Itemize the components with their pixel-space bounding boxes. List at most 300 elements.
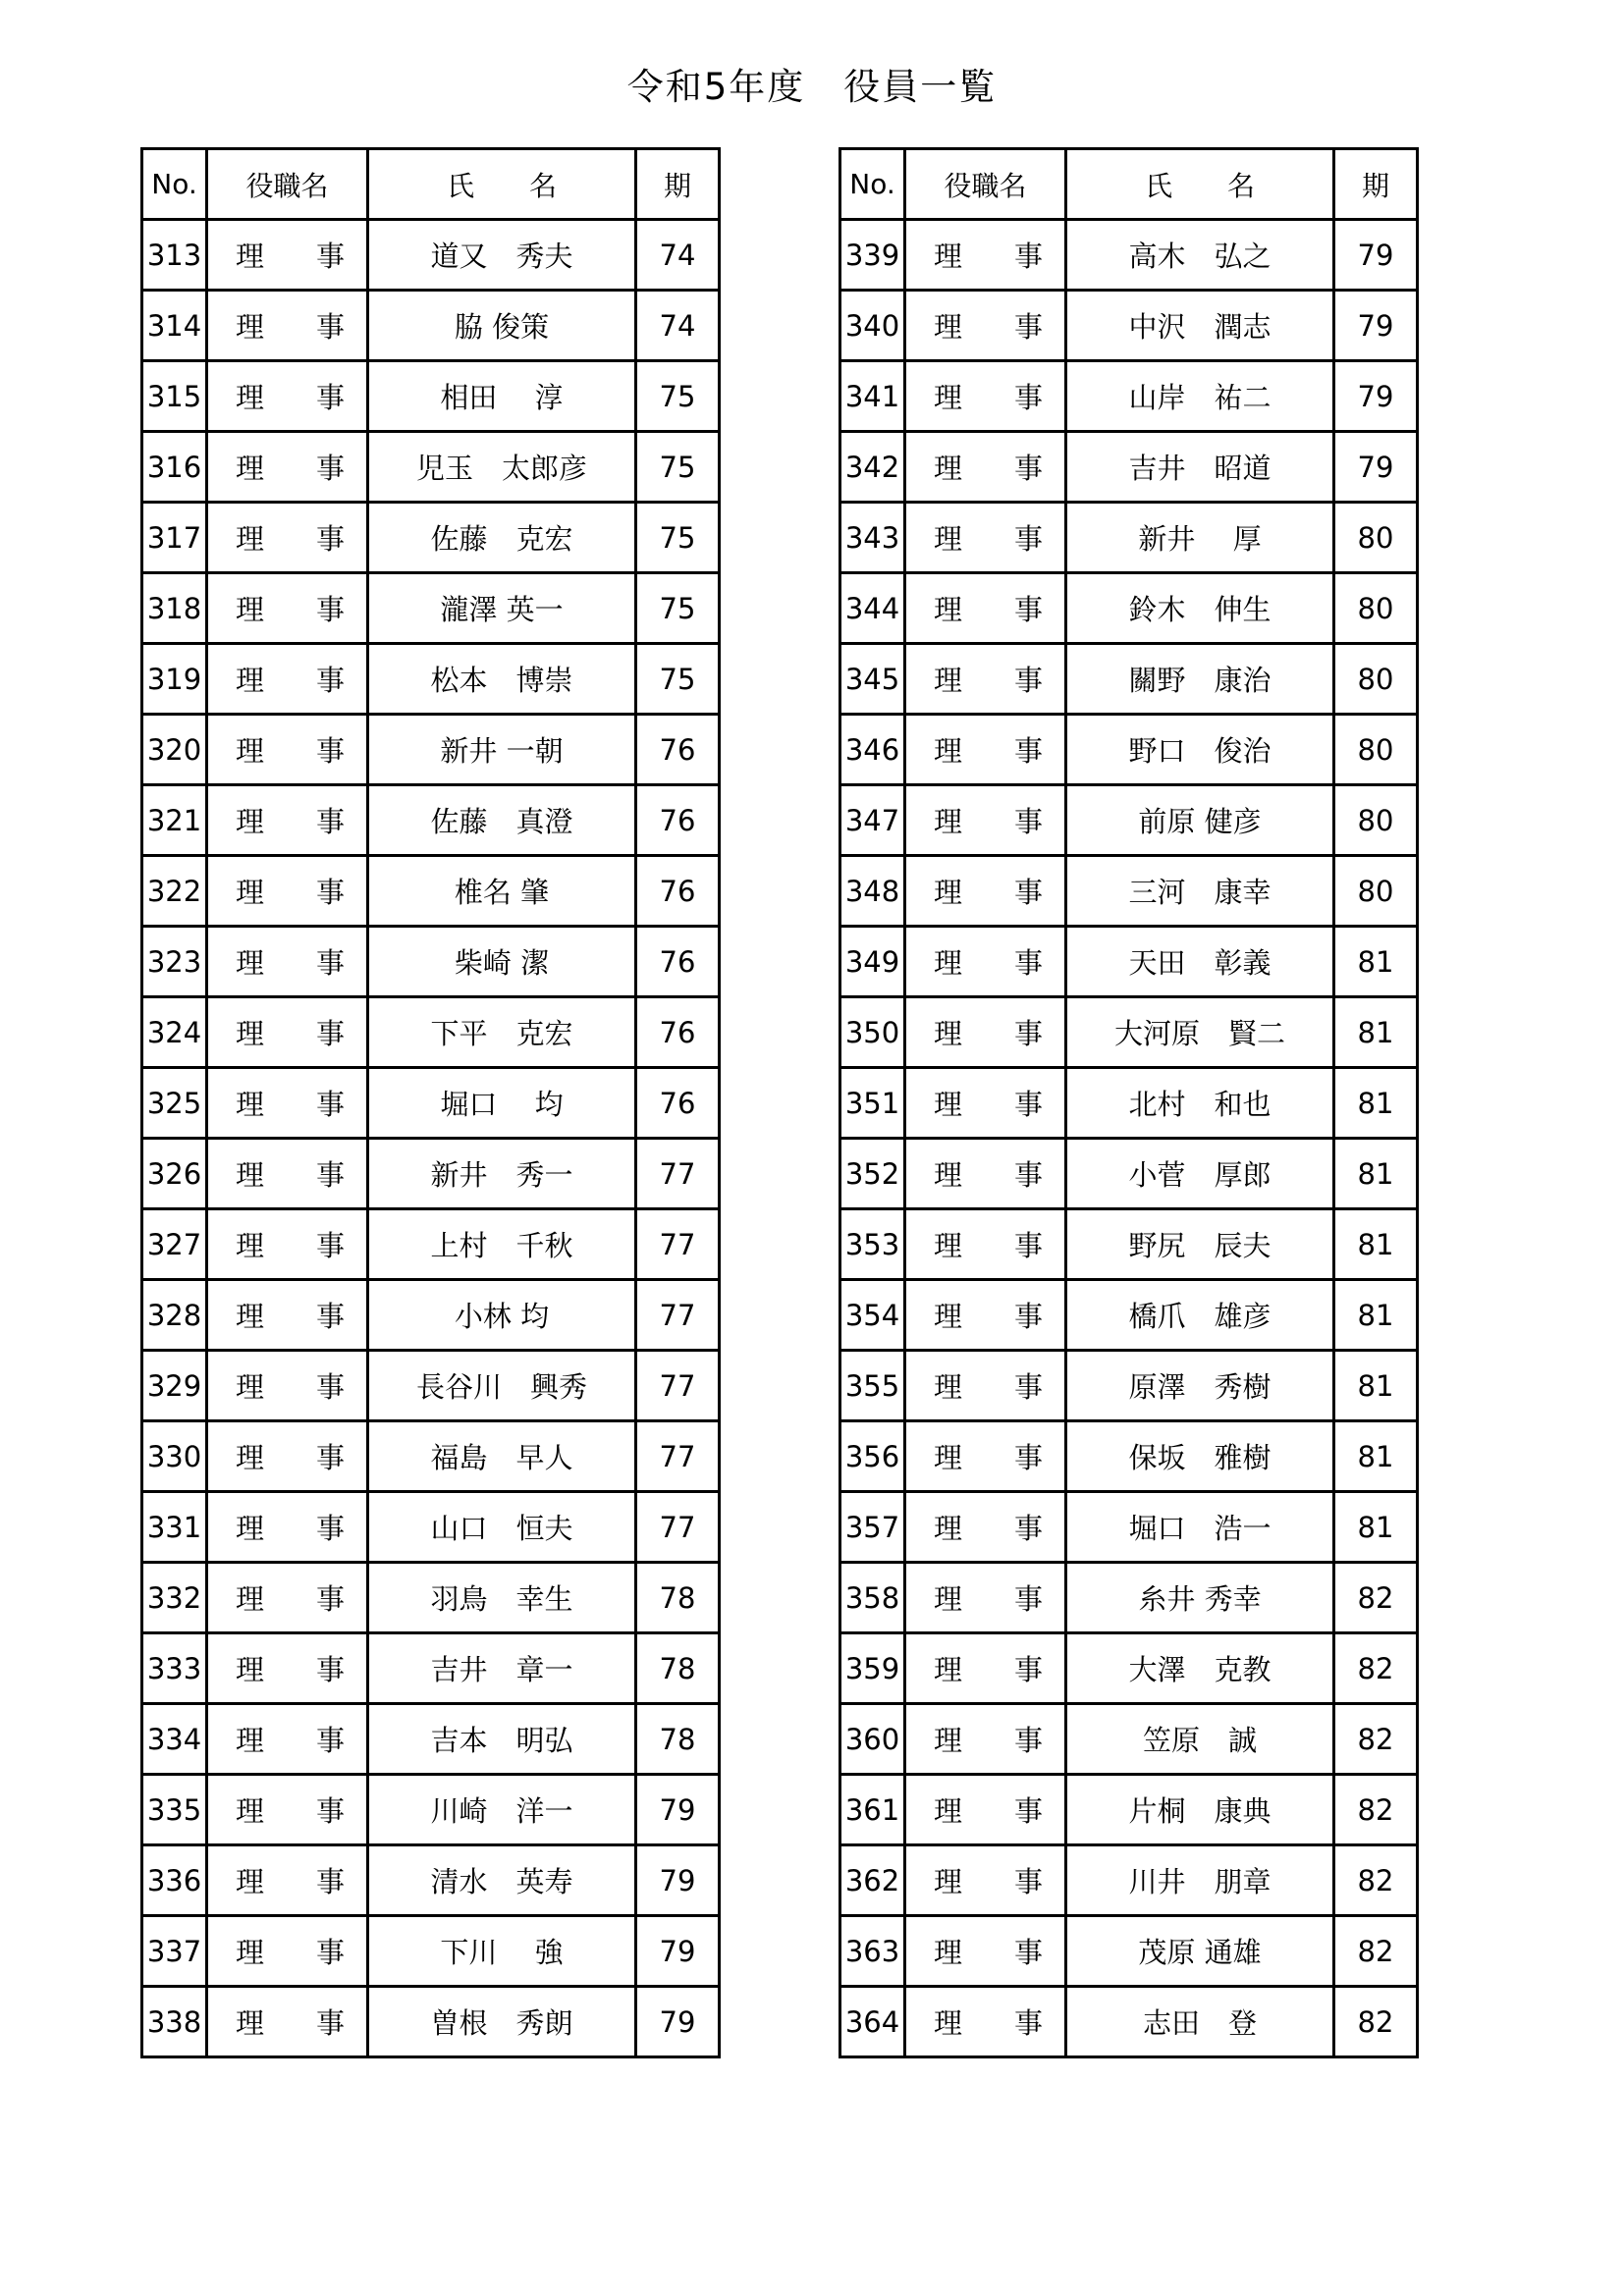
cell-name: 天田 彰義: [1066, 927, 1334, 997]
cell-no: 349: [840, 927, 905, 997]
roster-table-left: [140, 147, 721, 2058]
table-row: [840, 1492, 1418, 1563]
role-char: 理: [934, 522, 963, 556]
table-row: [840, 997, 1418, 1068]
table-row: [840, 1845, 1418, 1916]
role-char: 事: [1013, 1017, 1043, 1050]
role-char: 事: [315, 946, 345, 980]
cell-term: 79: [636, 1775, 720, 1845]
role-char: 事: [315, 522, 345, 556]
cell-name: 山岸 祐二: [1066, 361, 1334, 432]
role-label: [208, 588, 366, 628]
role-char: 理: [934, 1088, 963, 1121]
cell-name: 長谷川 興秀: [368, 1351, 636, 1421]
table-row: [840, 1633, 1418, 1704]
role-char: 理: [236, 876, 265, 909]
cell-term: 77: [636, 1209, 720, 1280]
table-row: [142, 715, 720, 785]
cell-term: 80: [1334, 715, 1418, 785]
cell-role: [905, 1704, 1066, 1775]
cell-name: 志田 登: [1066, 1987, 1334, 2057]
table-row: [840, 1704, 1418, 1775]
cell-term: 81: [1334, 1351, 1418, 1421]
cell-term: 75: [636, 432, 720, 503]
cell-role: [905, 503, 1066, 573]
cell-role: [207, 361, 368, 432]
role-label: [906, 1719, 1064, 1759]
cell-no: 352: [840, 1139, 905, 1209]
cell-term: 79: [636, 1987, 720, 2057]
cell-name: 曽根 秀朗: [368, 1987, 636, 2057]
cell-name: 小林 均: [368, 1280, 636, 1351]
role-char: 事: [1013, 1512, 1043, 1545]
cell-name: 羽鳥 幸生: [368, 1563, 636, 1633]
cell-role: [905, 785, 1066, 856]
cell-no: 347: [840, 785, 905, 856]
cell-no: 320: [142, 715, 207, 785]
cell-term: 82: [1334, 1633, 1418, 1704]
table-row: [142, 432, 720, 503]
role-char: 理: [934, 876, 963, 909]
cell-role: [905, 432, 1066, 503]
role-char: 理: [934, 1370, 963, 1404]
role-char: 理: [934, 805, 963, 838]
cell-term: 75: [636, 644, 720, 715]
cell-no: 339: [840, 220, 905, 291]
cell-no: 332: [142, 1563, 207, 1633]
cell-role: [207, 1916, 368, 1987]
role-char: 事: [315, 1229, 345, 1262]
cell-no: 348: [840, 856, 905, 927]
cell-term: 76: [636, 997, 720, 1068]
role-label: [906, 1012, 1064, 1052]
table-row: [840, 220, 1418, 291]
cell-term: 77: [636, 1280, 720, 1351]
table-row: [142, 573, 720, 644]
cell-term: 81: [1334, 1280, 1418, 1351]
cell-name: 原澤 秀樹: [1066, 1351, 1334, 1421]
cell-name: 橋爪 雄彦: [1066, 1280, 1334, 1351]
role-label: [208, 1153, 366, 1194]
cell-term: 82: [1334, 1775, 1418, 1845]
cell-name: 椎名 肇: [368, 856, 636, 927]
table-row: [142, 997, 720, 1068]
table-row: [840, 856, 1418, 927]
cell-no: 336: [142, 1845, 207, 1916]
cell-name: 佐藤 真澄: [368, 785, 636, 856]
cell-role: [905, 1139, 1066, 1209]
table-row: [840, 573, 1418, 644]
role-label: [906, 941, 1064, 982]
cell-role: [905, 1280, 1066, 1351]
role-label: [906, 2002, 1064, 2042]
cell-name: 山口 恒夫: [368, 1492, 636, 1563]
cell-role: [207, 1068, 368, 1139]
cell-name: 堀口 均: [368, 1068, 636, 1139]
table-row: [142, 1563, 720, 1633]
role-char: 理: [934, 1512, 963, 1545]
cell-name: 吉井 昭道: [1066, 432, 1334, 503]
cell-role: [207, 785, 368, 856]
role-char: 事: [1013, 240, 1043, 273]
role-char: 事: [1013, 805, 1043, 838]
table-row: [142, 856, 720, 927]
cell-term: 78: [636, 1633, 720, 1704]
cell-term: 77: [636, 1421, 720, 1492]
role-char: 事: [1013, 522, 1043, 556]
role-char: 理: [236, 1441, 265, 1474]
role-char: 理: [236, 1512, 265, 1545]
role-char: 事: [1013, 1158, 1043, 1192]
role-char: 事: [1013, 876, 1043, 909]
role-label: [906, 1507, 1064, 1547]
cell-no: 343: [840, 503, 905, 573]
cell-role: [905, 644, 1066, 715]
role-char: 理: [934, 1300, 963, 1333]
cell-term: 78: [636, 1704, 720, 1775]
cell-no: 340: [840, 291, 905, 361]
role-char: 理: [934, 593, 963, 626]
cell-no: 364: [840, 1987, 905, 2057]
role-char: 事: [315, 1724, 345, 1757]
table-row: [142, 1139, 720, 1209]
cell-role: [905, 1563, 1066, 1633]
cell-term: 79: [1334, 291, 1418, 361]
table-row: [142, 1209, 720, 1280]
table-row: [840, 1351, 1418, 1421]
role-label: [906, 1224, 1064, 1264]
cell-no: 324: [142, 997, 207, 1068]
role-label: [906, 447, 1064, 487]
cell-no: 322: [142, 856, 207, 927]
role-label: [208, 1083, 366, 1123]
role-char: 事: [315, 1512, 345, 1545]
table-row: [840, 644, 1418, 715]
cell-role: [905, 220, 1066, 291]
table-row: [840, 715, 1418, 785]
role-label: [208, 447, 366, 487]
cell-role: [207, 1139, 368, 1209]
cell-term: 78: [636, 1563, 720, 1633]
cell-no: 318: [142, 573, 207, 644]
role-char: 理: [934, 1865, 963, 1898]
role-label: [208, 235, 366, 275]
table-row: [840, 1280, 1418, 1351]
role-label: [906, 659, 1064, 699]
cell-no: 319: [142, 644, 207, 715]
role-char: 事: [315, 310, 345, 344]
cell-no: 315: [142, 361, 207, 432]
role-char: 理: [236, 1653, 265, 1686]
role-char: 理: [934, 452, 963, 485]
cell-no: 330: [142, 1421, 207, 1492]
cell-no: 329: [142, 1351, 207, 1421]
cell-term: 82: [1334, 1704, 1418, 1775]
table-row: [142, 1280, 720, 1351]
cell-no: 323: [142, 927, 207, 997]
cell-role: [905, 1068, 1066, 1139]
cell-name: 瀧澤 英一: [368, 573, 636, 644]
role-char: 事: [1013, 1088, 1043, 1121]
cell-name: 吉井 章一: [368, 1633, 636, 1704]
cell-name: 野口 俊治: [1066, 715, 1334, 785]
cell-name: 上村 千秋: [368, 1209, 636, 1280]
cell-no: 335: [142, 1775, 207, 1845]
table-row: [142, 291, 720, 361]
cell-term: 82: [1334, 1563, 1418, 1633]
cell-name: 鈴木 伸生: [1066, 573, 1334, 644]
cell-term: 74: [636, 291, 720, 361]
role-char: 理: [934, 240, 963, 273]
role-char: 理: [236, 734, 265, 768]
cell-term: 76: [636, 927, 720, 997]
cell-term: 81: [1334, 1492, 1418, 1563]
cell-term: 81: [1334, 1421, 1418, 1492]
role-char: 事: [315, 381, 345, 414]
cell-role: [905, 1987, 1066, 2057]
role-char: 事: [1013, 1724, 1043, 1757]
role-char: 理: [236, 1794, 265, 1828]
cell-no: 362: [840, 1845, 905, 1916]
cell-no: 350: [840, 997, 905, 1068]
role-char: 理: [934, 1794, 963, 1828]
table-row: [840, 1987, 1418, 2057]
role-label: [208, 1012, 366, 1052]
cell-role: [207, 1775, 368, 1845]
role-label: [208, 2002, 366, 2042]
cell-role: [207, 1633, 368, 1704]
header-term: 期: [1334, 149, 1418, 220]
cell-name: 大河原 賢二: [1066, 997, 1334, 1068]
role-char: 理: [236, 593, 265, 626]
cell-no: 358: [840, 1563, 905, 1633]
cell-role: [905, 856, 1066, 927]
role-char: 事: [1013, 452, 1043, 485]
table-row: [840, 1775, 1418, 1845]
cell-no: 363: [840, 1916, 905, 1987]
cell-no: 316: [142, 432, 207, 503]
role-char: 事: [1013, 1653, 1043, 1686]
role-char: 事: [1013, 1300, 1043, 1333]
role-label: [208, 1931, 366, 1971]
cell-no: 337: [142, 1916, 207, 1987]
cell-role: [207, 644, 368, 715]
table-row: [142, 1351, 720, 1421]
role-char: 事: [1013, 946, 1043, 980]
cell-name: 堀口 浩一: [1066, 1492, 1334, 1563]
role-label: [208, 1719, 366, 1759]
role-label: [906, 376, 1064, 416]
table-row: [142, 927, 720, 997]
table-row: [142, 1916, 720, 1987]
cell-no: 361: [840, 1775, 905, 1845]
cell-no: 341: [840, 361, 905, 432]
role-char: 事: [315, 2006, 345, 2040]
cell-name: 松本 博崇: [368, 644, 636, 715]
role-char: 事: [315, 1370, 345, 1404]
cell-name: 清水 英寿: [368, 1845, 636, 1916]
cell-name: 保坂 雅樹: [1066, 1421, 1334, 1492]
cell-role: [207, 573, 368, 644]
cell-term: 80: [1334, 785, 1418, 856]
role-char: 事: [315, 664, 345, 697]
role-char: 理: [934, 1441, 963, 1474]
cell-name: 福島 早人: [368, 1421, 636, 1492]
table-row: [142, 1987, 720, 2057]
role-char: 理: [236, 1017, 265, 1050]
role-label: [906, 1860, 1064, 1900]
cell-term: 77: [636, 1492, 720, 1563]
cell-no: 344: [840, 573, 905, 644]
role-char: 事: [315, 1865, 345, 1898]
cell-term: 82: [1334, 1916, 1418, 1987]
table-row: [142, 785, 720, 856]
cell-term: 80: [1334, 856, 1418, 927]
roster-table-right: [839, 147, 1419, 2058]
header-no: No.: [840, 149, 905, 220]
role-label: [208, 1436, 366, 1476]
table-row: [840, 291, 1418, 361]
cell-role: [905, 997, 1066, 1068]
role-char: 理: [236, 805, 265, 838]
cell-role: [207, 715, 368, 785]
cell-term: 79: [636, 1845, 720, 1916]
cell-term: 79: [636, 1916, 720, 1987]
cell-no: 333: [142, 1633, 207, 1704]
cell-role: [207, 927, 368, 997]
cell-name: 川崎 洋一: [368, 1775, 636, 1845]
role-char: 理: [236, 1088, 265, 1121]
role-char: 理: [934, 2006, 963, 2040]
cell-name: 關野 康治: [1066, 644, 1334, 715]
cell-no: 355: [840, 1351, 905, 1421]
cell-term: 80: [1334, 503, 1418, 573]
cell-no: 356: [840, 1421, 905, 1492]
page-title: 令和5年度 役員一覧: [626, 66, 998, 108]
cell-role: [207, 1704, 368, 1775]
cell-name: 道又 秀夫: [368, 220, 636, 291]
cell-no: 351: [840, 1068, 905, 1139]
cell-no: 334: [142, 1704, 207, 1775]
table-row: [142, 361, 720, 432]
cell-term: 74: [636, 220, 720, 291]
cell-name: 野尻 辰夫: [1066, 1209, 1334, 1280]
table-row: [840, 361, 1418, 432]
role-char: 理: [934, 664, 963, 697]
role-label: [906, 871, 1064, 911]
cell-name: 川井 朋章: [1066, 1845, 1334, 1916]
cell-role: [207, 220, 368, 291]
role-label: [208, 1789, 366, 1830]
role-char: 事: [315, 1936, 345, 1969]
role-label: [906, 235, 1064, 275]
role-label: [208, 305, 366, 346]
role-char: 理: [236, 522, 265, 556]
cell-term: 81: [1334, 1209, 1418, 1280]
role-label: [906, 1083, 1064, 1123]
table-row: [142, 1775, 720, 1845]
role-char: 事: [315, 452, 345, 485]
role-char: 理: [236, 381, 265, 414]
table-row: [840, 1916, 1418, 1987]
role-label: [208, 941, 366, 982]
cell-no: 325: [142, 1068, 207, 1139]
role-char: 理: [934, 1582, 963, 1616]
cell-name: 新井 一朝: [368, 715, 636, 785]
cell-no: 354: [840, 1280, 905, 1351]
cell-term: 79: [1334, 361, 1418, 432]
role-char: 理: [236, 1865, 265, 1898]
table-row: [142, 1845, 720, 1916]
table-row: [142, 220, 720, 291]
cell-role: [207, 432, 368, 503]
role-char: 事: [1013, 1794, 1043, 1828]
cell-no: 357: [840, 1492, 905, 1563]
table-row: [840, 1139, 1418, 1209]
cell-role: [207, 1351, 368, 1421]
cell-role: [207, 997, 368, 1068]
role-label: [906, 1295, 1064, 1335]
table-row: [142, 1068, 720, 1139]
cell-role: [905, 927, 1066, 997]
cell-role: [905, 1209, 1066, 1280]
role-label: [208, 800, 366, 840]
cell-term: 81: [1334, 1139, 1418, 1209]
role-char: 事: [315, 1653, 345, 1686]
cell-term: 79: [1334, 220, 1418, 291]
role-char: 理: [934, 1229, 963, 1262]
role-label: [906, 1931, 1064, 1971]
role-char: 理: [934, 381, 963, 414]
table-row: [142, 1633, 720, 1704]
cell-term: 82: [1334, 1845, 1418, 1916]
role-label: [906, 1436, 1064, 1476]
header-name: 氏 名: [368, 149, 636, 220]
cell-term: 76: [636, 785, 720, 856]
cell-name: 三河 康幸: [1066, 856, 1334, 927]
table-row: [840, 432, 1418, 503]
role-label: [208, 871, 366, 911]
cell-role: [905, 1633, 1066, 1704]
cell-role: [905, 715, 1066, 785]
cell-term: 81: [1334, 1068, 1418, 1139]
cell-name: 下平 克宏: [368, 997, 636, 1068]
cell-name: 佐藤 克宏: [368, 503, 636, 573]
cell-name: 新井 秀一: [368, 1139, 636, 1209]
table-header-row: [840, 149, 1418, 220]
role-char: 事: [1013, 593, 1043, 626]
cell-role: [207, 503, 368, 573]
role-char: 事: [315, 1017, 345, 1050]
role-label: [208, 729, 366, 770]
cell-no: 346: [840, 715, 905, 785]
role-char: 理: [934, 946, 963, 980]
cell-role: [207, 1280, 368, 1351]
cell-role: [905, 1421, 1066, 1492]
role-char: 事: [315, 1582, 345, 1616]
role-char: 理: [236, 1936, 265, 1969]
role-char: 事: [315, 1794, 345, 1828]
cell-term: 75: [636, 573, 720, 644]
cell-name: 下川 強: [368, 1916, 636, 1987]
role-label: [906, 1789, 1064, 1830]
role-label: [906, 305, 1064, 346]
header-name: 氏 名: [1066, 149, 1334, 220]
table-row: [840, 1421, 1418, 1492]
cell-role: [207, 291, 368, 361]
header-role: 役職名: [207, 149, 368, 220]
cell-no: 338: [142, 1987, 207, 2057]
